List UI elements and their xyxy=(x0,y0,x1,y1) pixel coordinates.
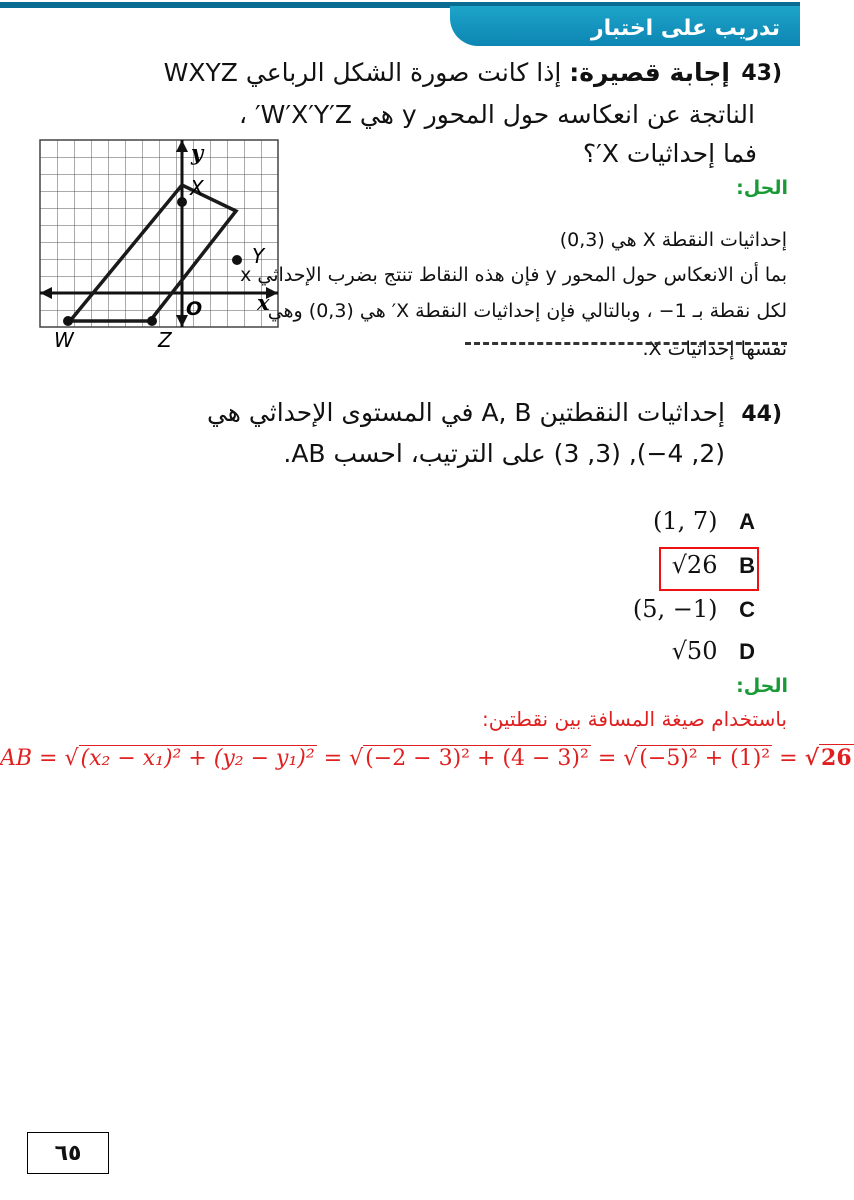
sqrt-symbol-3: √ xyxy=(623,746,638,771)
solution-label-44: الحل: xyxy=(736,675,788,697)
short-answer-label: إجابة قصيرة: xyxy=(569,58,730,87)
solution-43-line-2: بما أن الانعكاس حول المحور y فإن هذه النقاط تنتج بضرب الإحداثي x xyxy=(240,264,787,286)
sqrt-symbol-4: √ xyxy=(804,745,820,771)
solution-43-line-1: إحداثيات النقطة X هي (0,3) xyxy=(559,229,787,251)
section-divider xyxy=(465,342,787,345)
formula-result: 26 xyxy=(821,745,852,771)
formula-lhs: AB = xyxy=(0,746,58,771)
question-43-text-1: إذا كانت صورة الشكل الرباعي WXYZ xyxy=(163,58,562,87)
point-y-label: Y xyxy=(252,244,265,268)
solution-43-line-4: نفسها إحداثيات X. xyxy=(642,338,787,360)
point-w-label: W xyxy=(54,328,74,352)
section-header-tab xyxy=(450,6,800,46)
question-43-line-3: فما إحداثيات X′؟ xyxy=(582,139,757,168)
choice-d-letter: D xyxy=(739,639,755,664)
solution-43-line-3: لكل نقطة بـ 1− ، وبالتالي فإن إحداثيات النقطة X′ هي (0,3) وهي xyxy=(267,300,787,322)
formula-radicand-2: (−2 − 3)² + (4 − 3)² xyxy=(365,746,589,771)
question-43-line-2: الناتجة عن انعكاسه حول المحور y هي W′X′Y′Z′ ، xyxy=(238,100,755,129)
choice-d-value: √50 xyxy=(671,637,718,665)
sqrt-symbol-1: √ xyxy=(64,746,79,771)
choice-b-letter: B xyxy=(739,553,755,578)
question-44-number: 44) xyxy=(741,402,782,427)
point-x-label: X xyxy=(190,176,204,200)
page-number: ٦٥ xyxy=(54,1140,82,1166)
choice-d[interactable] xyxy=(672,637,755,665)
formula-eq-1: = xyxy=(323,746,343,771)
choice-a-letter: A xyxy=(739,509,755,534)
question-43-line-1 xyxy=(164,56,730,90)
x-axis-label: x xyxy=(257,290,270,315)
solution-44-method: باستخدام صيغة المسافة بين نقطتين: xyxy=(482,707,787,731)
y-axis-label: y xyxy=(191,140,204,165)
distance-formula xyxy=(0,744,852,771)
point-x xyxy=(177,197,187,207)
origin-label: O xyxy=(186,298,203,320)
choice-a[interactable] xyxy=(653,507,755,535)
choice-a-value: (1, 7) xyxy=(652,507,718,535)
formula-eq-2: = xyxy=(597,746,617,771)
point-w xyxy=(63,316,73,326)
question-44-line-2: (2, 4−), (3, 3) على الترتيب، احسب AB. xyxy=(283,439,725,468)
question-43-number: 43) xyxy=(741,61,782,86)
section-title: تدريب على اختبار xyxy=(590,16,780,41)
formula-radicand-3: (−5)² + (1)² xyxy=(639,746,771,771)
sqrt-symbol-2: √ xyxy=(349,746,364,771)
solution-label-43: الحل: xyxy=(736,177,788,199)
choice-b[interactable] xyxy=(672,551,755,579)
choice-b-value: √26 xyxy=(671,551,718,579)
choice-c-letter: C xyxy=(739,597,755,622)
point-z-label: Z xyxy=(158,328,172,352)
point-z xyxy=(147,316,157,326)
formula-eq-3: = xyxy=(779,746,798,771)
grid-background xyxy=(40,140,278,327)
choice-c-value: (5, −1) xyxy=(632,595,718,623)
question-44-line-1: إحداثيات النقطتين A, B في المستوى الإحداثي هي xyxy=(206,398,725,427)
page-number-box xyxy=(27,1132,109,1174)
choice-c[interactable] xyxy=(633,595,755,623)
formula-radicand-1: (x₂ − x₁)² + (y₂ − y₁)² xyxy=(80,746,315,771)
